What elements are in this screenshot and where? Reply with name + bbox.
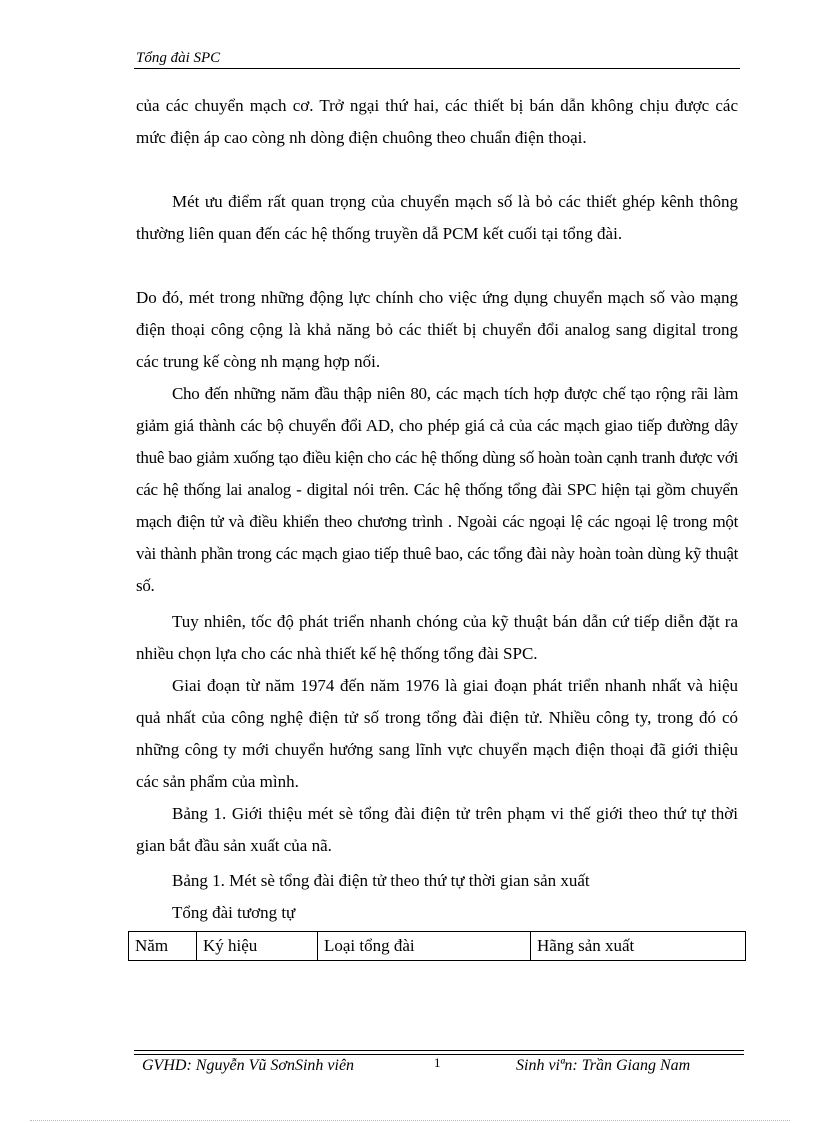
table-caption: Bảng 1. Mét sè tổng đài điện tử theo thứ tự thời gian sản xuất <box>172 871 590 890</box>
paragraph-3: Do đó, mét trong những động lực chính cho việc ứng dụng chuyển mạch số vào mạng điện thoại công cộng là khả năng bỏ các thiết bị chuyển đổi analog sang digital trong các trung kế còng nh mạng hợp nối. <box>136 288 738 371</box>
footer-student: Sinh viªn: Trần Giang Nam <box>516 1057 691 1074</box>
paragraph-5: Tuy nhiên, tốc độ phát triển nhanh chóng của kỹ thuật bán dẫn cứ tiếp diễn đặt ra nhiều chọn lựa cho các nhà thiết kế hệ thống tổng đài SPC. <box>136 612 738 663</box>
paragraph-7: Bảng 1. Giới thiệu mét sè tổng đài điện tử trên phạm vi thế giới theo thứ tự thời gian bắt đầu sản xuất của nã. <box>136 804 738 855</box>
header-cell-year: Năm <box>129 932 197 961</box>
paragraph-2: Mét ưu điểm rất quan trọng của chuyển mạch số là bỏ các thiết ghép kênh thông thường liên quan đến các hệ thống truyền dẫ PCM kết cuối tại tổng đài. <box>136 192 738 243</box>
exchange-table <box>128 931 746 961</box>
paragraph-1: của các chuyển mạch cơ. Trở ngại thứ hai, các thiết bị bán dẫn không chịu được các mức điện áp cao còng nh dòng điện chuông theo chuẩn điện thoại. <box>136 96 738 147</box>
footer-supervisor: GVHD: Nguyễn Vũ SơnSinh viên <box>142 1057 355 1074</box>
footer-page-number: 1 <box>434 1055 441 1070</box>
page-bottom-border <box>30 1120 790 1121</box>
table-header-row <box>129 932 746 961</box>
footer-rule-top <box>134 1050 744 1051</box>
table-subheading: Tổng đài tương tự <box>172 903 296 922</box>
paragraph-4: Cho đến những năm đầu thập niên 80, các mạch tích hợp được chế tạo rộng rãi làm giảm giá thành các bộ chuyển đổi AD, cho phép giá cả của các mạch giao tiếp đường dây thuê bao giảm xuống tạo điều kiện cho các hệ thống dùng số hoàn toàn cạnh tranh được với các hệ thống lai analog - digital nói trên. Các hệ thống tổng đài SPC hiện tại gồm chuyển mạch điện tử và điều khiển theo chương trình . Ngoài các ngoại lệ các ngoại lệ trong một vài thành phần trong các mạch giao tiếp thuê bao, các tổng đài này hoàn toàn dùng kỹ thuật số. <box>136 384 738 595</box>
header-cell-symbol: Ký hiệu <box>197 932 318 961</box>
header-cell-type: Loại tổng đài <box>318 932 531 961</box>
header-rule <box>134 68 740 69</box>
page-header-title: Tổng đài SPC <box>136 50 221 66</box>
paragraph-6: Giai đoạn từ năm 1974 đến năm 1976 là giai đoạn phát triển nhanh nhất và hiệu quả nhất của công nghệ điện tử số trong tổng đài điện tử. Nhiều công ty, trong đó có những công ty mới chuyển hướng sang lĩnh vực chuyển mạch điện thoại đã giới thiệu các sản phẩm của mình. <box>136 676 738 791</box>
header-cell-manufacturer: Hãng sản xuất <box>531 932 746 961</box>
